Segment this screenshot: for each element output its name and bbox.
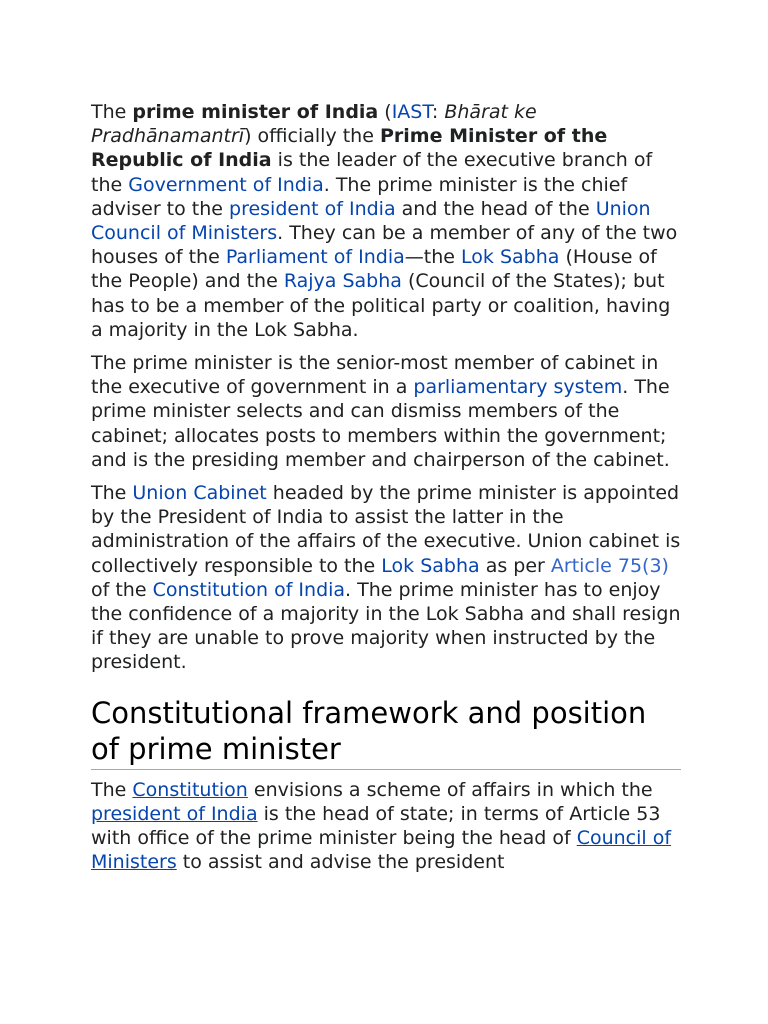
paragraph-constitution: The Constitution envisions a scheme of affairs in which the president of India is the head of state; in terms of Article 53 with office of the prime minister being the head of Council of Ministers to assist and advise the president [91,778,672,874]
link-union-council-of-ministers[interactable]: Union Council of Ministers [91,197,651,245]
link-lok-sabha[interactable]: Lok Sabha [461,246,560,269]
link-union-cabinet[interactable]: Union Cabinet [132,482,267,505]
link-council-of-ministers[interactable]: Council of Ministers [91,827,672,874]
link-parliament-of-india[interactable]: Parliament of India [225,246,405,269]
link-government-of-india[interactable]: Government of India [128,173,324,196]
link-president-of-india-2[interactable]: president of India [91,802,258,825]
link-constitution[interactable]: Constitution [132,778,248,801]
paragraph-senior-member: The prime minister is the senior-most member of cabinet in the executive of government in a parliamentary system. The prime minister selects and can dismiss members of the cabinet; allocates posts to members within the government; and is the presiding member and chairperson of the cabinet. [91,352,670,471]
italic-sanskrit-name: Bhārat ke Pradhānamantrī [91,101,537,148]
bold-prime-minister-of-india: prime minister of India [132,101,379,123]
bold-official-title: Prime Minister of the Republic of India [91,125,608,172]
link-rajya-sabha[interactable]: Rajya Sabha [283,270,402,293]
paragraph-intro: The prime minister of India (IAST: Bhārat ke Pradhānamantrī) officially the Prime Minister of the Republic of India is the leader of the executive branch of the Government of India. The prime minister is the chief adviser to the president of India and the head of the Union Council of Ministers. They can be a member of any of the two houses of the Parliament of India—the Lok Sabha (House of the People) and the Rajya Sabha (Council of the States); but has to be a member of the political party or coalition, having a majority in the Lok Sabha. [91,101,678,341]
section-heading: Constitutional framework and position of prime minister [91,695,681,770]
link-article-75-3[interactable]: Article 75(3) [550,554,669,577]
link-constitution-of-india[interactable]: Constitution of India [152,578,346,601]
link-parliamentary-system[interactable]: parliamentary system [413,376,623,399]
article-body [91,100,681,883]
link-president-of-india[interactable]: president of India [229,197,396,220]
paragraph-union-cabinet: The Union Cabinet headed by the prime minister is appointed by the President of India to assist the latter in the administration of the affairs of the executive. Union cabinet is collectively responsible to the Lok Sabha as per Article 75(3) of the Constitution of India. The prime minister has to enjoy the confidence of a majority in the Lok Sabha and shall resign if they are unable to prove majority when instructed by the president. [91,482,681,674]
link-lok-sabha-2[interactable]: Lok Sabha [381,554,480,577]
link-iast[interactable]: IAST [391,101,432,123]
